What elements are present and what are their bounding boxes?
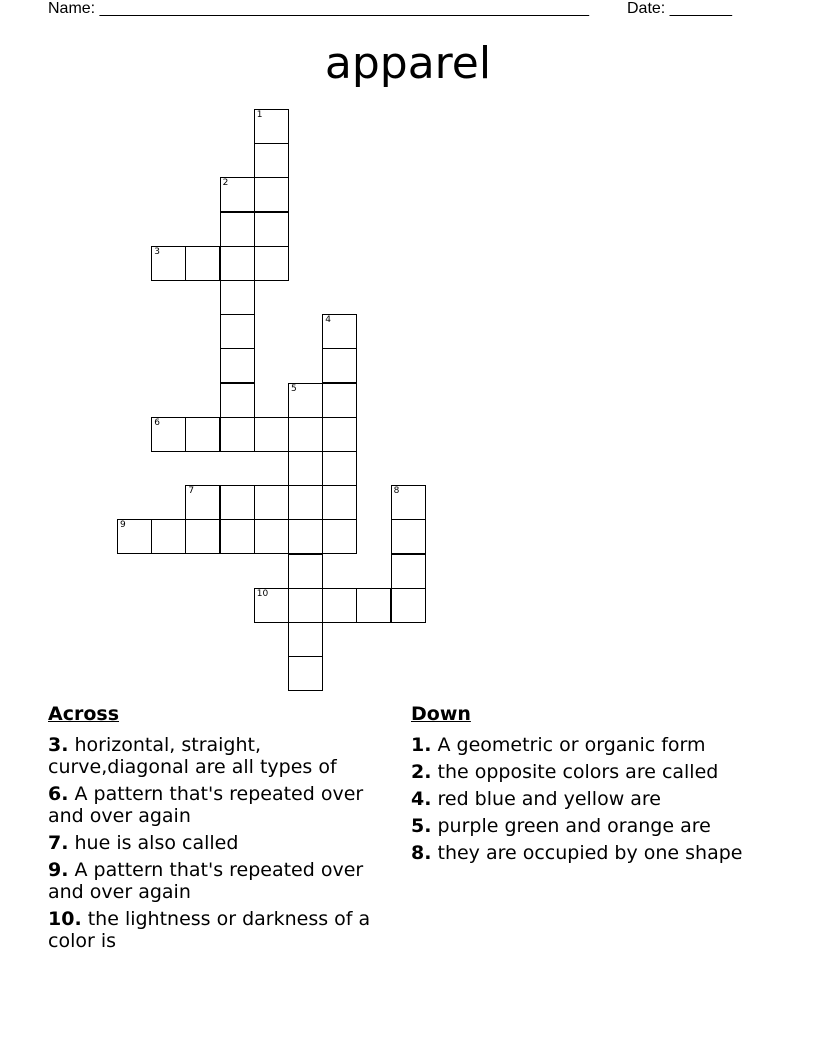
grid-cell[interactable] bbox=[322, 348, 357, 383]
grid-cell[interactable] bbox=[254, 246, 289, 281]
clue-text: A pattern that's repeated over and over again bbox=[48, 783, 364, 827]
cell-number: 2 bbox=[222, 178, 229, 189]
clue-item bbox=[48, 783, 398, 827]
grid-cell[interactable] bbox=[151, 417, 186, 452]
grid-cell[interactable] bbox=[220, 383, 255, 418]
cell-number: 9 bbox=[120, 520, 126, 531]
cell-number: 10 bbox=[256, 588, 269, 599]
grid-cell[interactable] bbox=[220, 212, 255, 247]
clue-text: the opposite colors are called bbox=[437, 761, 719, 783]
grid-cell[interactable] bbox=[391, 485, 426, 520]
clue-text: purple green and orange are bbox=[437, 815, 711, 837]
grid-cell[interactable] bbox=[220, 280, 255, 315]
clue-item bbox=[411, 734, 761, 756]
grid-cell[interactable] bbox=[322, 314, 357, 349]
grid-cell[interactable] bbox=[220, 519, 255, 554]
grid-cell[interactable] bbox=[254, 109, 289, 144]
grid-cell[interactable] bbox=[220, 314, 255, 349]
clue-number: 2. bbox=[411, 761, 432, 783]
cell-number: 8 bbox=[393, 486, 400, 497]
grid-cell[interactable] bbox=[391, 519, 426, 554]
clue-item bbox=[48, 734, 398, 778]
clue-text: the lightness or darkness of a color is bbox=[48, 908, 371, 952]
grid-cell[interactable] bbox=[220, 246, 255, 281]
grid-cell[interactable] bbox=[391, 554, 426, 589]
across-clues bbox=[48, 702, 398, 957]
puzzle-title: apparel bbox=[324, 38, 492, 89]
grid-cell[interactable] bbox=[254, 588, 289, 623]
cell-number: 7 bbox=[188, 486, 195, 497]
grid-cell[interactable] bbox=[288, 383, 323, 418]
clue-item bbox=[48, 908, 398, 952]
clue-number: 1. bbox=[411, 734, 432, 756]
grid-cell[interactable] bbox=[220, 348, 255, 383]
grid-cell[interactable] bbox=[220, 485, 255, 520]
grid-cell[interactable] bbox=[117, 519, 152, 554]
grid-cell[interactable] bbox=[185, 485, 220, 520]
grid-cell[interactable] bbox=[322, 519, 357, 554]
grid-cell[interactable] bbox=[288, 554, 323, 589]
clue-text: they are occupied by one shape bbox=[437, 842, 743, 864]
grid-cell[interactable] bbox=[254, 485, 289, 520]
grid-cell[interactable] bbox=[185, 417, 220, 452]
grid-cell[interactable] bbox=[322, 451, 357, 486]
grid-cell[interactable] bbox=[322, 417, 357, 452]
clue-number: 9. bbox=[48, 859, 69, 881]
grid-cell[interactable] bbox=[254, 519, 289, 554]
grid-cell[interactable] bbox=[185, 246, 220, 281]
cell-number: 5 bbox=[291, 383, 297, 394]
clue-number: 6. bbox=[48, 783, 69, 805]
clue-number: 8. bbox=[411, 842, 432, 864]
grid-cell[interactable] bbox=[322, 383, 357, 418]
cell-number: 6 bbox=[154, 417, 160, 428]
clue-number: 10. bbox=[48, 908, 82, 930]
grid-cell[interactable] bbox=[151, 519, 186, 554]
clue-text: A geometric or organic form bbox=[437, 734, 706, 756]
grid-cell[interactable] bbox=[185, 519, 220, 554]
clue-text: red blue and yellow are bbox=[437, 788, 662, 810]
clue-item bbox=[411, 761, 761, 783]
grid-cell[interactable] bbox=[391, 588, 426, 623]
cell-number: 4 bbox=[325, 315, 331, 326]
down-heading: Down bbox=[411, 703, 471, 725]
clue-number: 5. bbox=[411, 815, 432, 837]
clue-item bbox=[48, 832, 398, 854]
grid-cell[interactable] bbox=[288, 656, 323, 691]
date-field: Date: _______ bbox=[627, 0, 732, 17]
grid-cell[interactable] bbox=[288, 622, 323, 657]
clue-item bbox=[411, 788, 761, 810]
grid-cell[interactable] bbox=[288, 417, 323, 452]
down-clues bbox=[411, 702, 761, 869]
grid-cell[interactable] bbox=[151, 246, 186, 281]
cell-number: 1 bbox=[256, 110, 263, 120]
grid-cell[interactable] bbox=[254, 417, 289, 452]
grid-cell[interactable] bbox=[254, 177, 289, 212]
grid-cell[interactable] bbox=[322, 588, 357, 623]
clue-text: hue is also called bbox=[74, 832, 239, 854]
clue-item bbox=[411, 815, 761, 837]
grid-cell[interactable] bbox=[220, 417, 255, 452]
clue-text: horizontal, straight, curve,diagonal are all types of bbox=[48, 734, 337, 778]
grid-cell[interactable] bbox=[288, 451, 323, 486]
grid-cell[interactable] bbox=[254, 143, 289, 178]
grid-cell[interactable] bbox=[220, 177, 255, 212]
grid-cell[interactable] bbox=[288, 519, 323, 554]
clue-item bbox=[48, 859, 398, 903]
clue-item bbox=[411, 842, 761, 864]
grid-cell[interactable] bbox=[356, 588, 391, 623]
grid-cell[interactable] bbox=[288, 588, 323, 623]
grid-cell[interactable] bbox=[322, 485, 357, 520]
grid-cell[interactable] bbox=[288, 485, 323, 520]
name-field: Name: _______________________________________________________ bbox=[48, 0, 589, 17]
clue-text: A pattern that's repeated over and over again bbox=[48, 859, 364, 903]
grid-cell[interactable] bbox=[254, 212, 289, 247]
across-heading: Across bbox=[48, 703, 120, 725]
cell-number: 3 bbox=[154, 246, 160, 257]
clue-number: 3. bbox=[48, 734, 69, 756]
clue-number: 4. bbox=[411, 788, 432, 810]
clue-number: 7. bbox=[48, 832, 69, 854]
